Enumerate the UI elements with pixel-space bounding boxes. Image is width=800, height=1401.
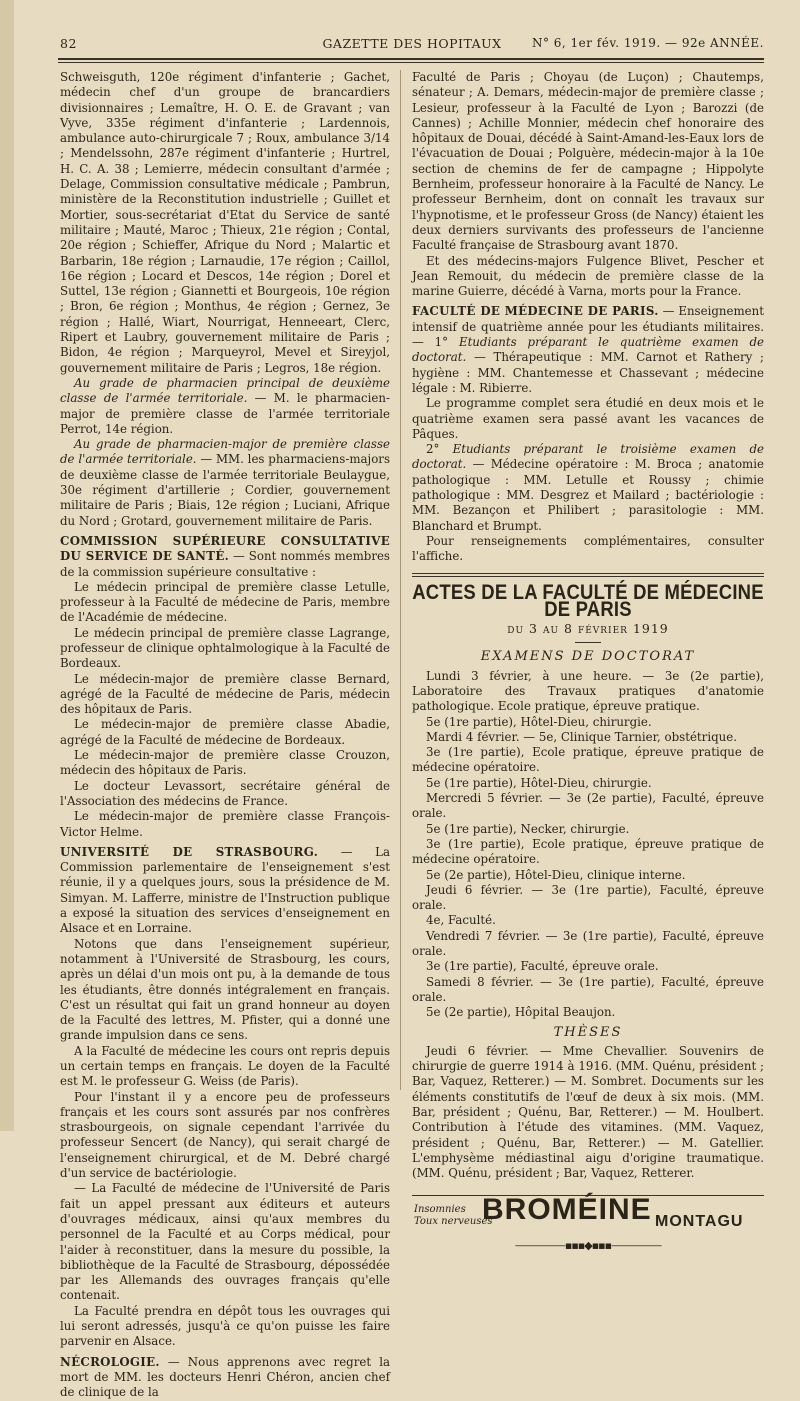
- section-text: — Nous apprenons avec regret la mort de MM. les docteurs Henri Chéron, ancien chef de clinique de la: [60, 1354, 390, 1400]
- grade-text: — MM. les pharmaciens-majors de deuxième classe de l'armée territoriale Beulaygue, 30e régiment d'artillerie ; Cordier, gouvernement militaire de Paris ; Biais, 12e région ; Luciani, Afrique du Nord ; Grotard, gouvernement militaire de Paris.: [60, 452, 390, 528]
- section-text: — Sont nommés membres de la commission supérieure consultative :: [60, 549, 390, 579]
- grade-heading: Au grade de pharmacien principal de deuxième classe de l'armée territoriale.: [60, 375, 390, 406]
- member-item: Le docteur Levassort, secrétaire général de l'Association des médecins de France.: [60, 778, 390, 808]
- page-header: [60, 36, 764, 56]
- commission-section: [60, 534, 390, 580]
- pharmacien-major-para: [60, 437, 390, 529]
- member-item: Le médecin principal de première classe Letulle, professeur à la Faculté de médecine de Paris, membre de l'Académie de médecine.: [60, 579, 390, 625]
- journal-title: GAZETTE DES HOPITAUX: [322, 36, 502, 51]
- issue-date: N° 6, 1er fév. 1919. — 92e ANNÉE.: [531, 36, 764, 50]
- member-item: Le médecin-major de première classe Crouzon, médecin des hôpitaux de Paris.: [60, 748, 390, 778]
- exam-item: Vendredi 7 février. — 3e (1re partie), Faculté, épreuve orale.: [412, 928, 764, 959]
- exam-item: Jeudi 6 février. — 3e (1re partie), Faculté, épreuve orale.: [412, 882, 764, 913]
- column-divider: [400, 70, 401, 1090]
- exam-item: 5e (2e partie), Hôtel-Dieu, clinique interne.: [426, 867, 686, 882]
- course-heading: Etudiants préparant le quatrième examen de doctorat.: [412, 335, 764, 365]
- grade-heading: Au grade de pharmacien-major de première classe de l'armée territoriale.: [60, 437, 390, 467]
- exam-item: Mercredi 5 février. — 3e (2e partie), Faculté, épreuve orale.: [412, 791, 764, 821]
- section-heading: UNIVERSITÉ DE STRASBOURG.: [60, 844, 319, 859]
- advertisement: [412, 1195, 764, 1232]
- section-rule: [412, 573, 764, 577]
- short-rule: [575, 642, 601, 643]
- exam-item: 3e (1re partie), Ecole pratique, épreuve pratique de médecine opératoire.: [412, 745, 764, 775]
- section-text: — La Commission parlementaire de l'enseignement s'est réunie, il y a quelques jours, sous la présidence de M. Simyan. M. Lafferre, ministre de l'Instruction publique a exposé la situation des services d'enseignement en Alsace et en Lorraine.: [60, 844, 390, 936]
- member-item: Le médecin-major de première classe François-Victor Helme.: [60, 809, 390, 839]
- ad-tagline: [414, 1204, 493, 1228]
- necrologie-section: [60, 1355, 390, 1401]
- header-rule: [58, 58, 764, 60]
- grade-text: — M. le pharmacien-major de première classe de l'armée territoriale Perrot, 14e région.: [60, 391, 390, 436]
- page-gutter: [0, 0, 14, 1131]
- left-column: [60, 70, 390, 1401]
- course-text: — Médecine opératoire : M. Broca ; anatomie pathologique : MM. Letulle et Roussy ; chimie pathologique : MM. Desgrez et Mailard ; bactériologie : MM. Bezançon et Philibert ; parasitologie : MM. Blanchard et Brumpt.: [412, 457, 764, 533]
- nominations-list: Schweisguth, 120e régiment d'infanterie ; Gachet, médecin chef d'un groupe de brancardiers divisionnaires ; Lemaître, H. O. E. de Gravant ; van Vyve, 335e régiment d'infanterie ; Lardennois, ambulance auto-chirurgicale 7 ; Roux, ambulance 3/14 ; Mendelssohn, 287e régiment d'infanterie ; Hurtrel, H. C. A. 38 ; Lemierre, médecin consultant d'armée ; Delage, Commission consultative médicale ; Pambrun, ministère de la Reconstitution industrielle ; Guillet et Mortier, sous-secrétariat d'Etat du Service de santé militaire ; Mauté, Maroc ; Thieux, 21e région ; Contal, 20e région ; Schieffer, Afrique du Nord ; Malartic et Barbarin, 18e région ; Larnaudie, 17e région ; Caillol, 16e région ; Locard et Descos, 14e région ; Dorel et Suttel, 13e région ; Giannetti et Bourgeois, 10e région ; Bron, 6e région ; Monthus, 4e région ; Gernez, 3e région ; Hallé, Wiart, Nourrigat, Henneeart, Clerc, Ripert et Laubry, gouvernement militaire de Paris ; Bidon, 4e région ; Marqueyrol, Mevel et Sireyjol, gouvernement militaire de Paris ; Legros, 18e région.: [60, 70, 390, 375]
- ad-line: Toux nerveuses: [414, 1216, 493, 1228]
- exam-item: 4e, Faculté.: [426, 913, 496, 928]
- body-paragraph: — La Faculté de médecine de l'Université de Paris fait un appel pressant aux éditeurs et auteurs d'ouvrages médicaux, ainsi qu'aux membres du personnel de la Faculté et au Corps médical, pour l'aider à reconstituer, dans la mesure du possible, la bibliothèque de la Faculté de Strasbourg, dépossédée par les Allemands des ouvrages français qu'elle contenait.: [60, 1181, 390, 1303]
- header-rule-thin: [58, 62, 764, 63]
- ad-brand: BROMÉINE: [482, 1193, 652, 1227]
- theses-list: Jeudi 6 février. — Mme Chevallier. Souvenirs de chirurgie de guerre 1914 à 1916. (MM. Quénu, président ; Bar, Vaquez, Retterer.) — M. Sombret. Documents sur les éléments constitutifs de l'œuf de deux à six mois. (MM. Bar, président ; Quénu, Bar, Retterer.) — M. Houlbert. Contribution à l'étude des vitamines. (MM. Vaquez, président ; Quénu, Bar, Retterer.) — M. Gatellier. L'emphysème médiastinal aigu d'origine traumatique. (MM. Quénu, président ; Bar, Vaquez, Retterer.: [412, 1043, 764, 1181]
- course-text: — Thérapeutique : MM. Carnot et Rathery ; hygiène : MM. Chantemesse et Chassevant ; médecine légale : M. Ribierre.: [412, 350, 764, 395]
- exam-item: 5e (2e partie), Hôpital Beaujon.: [426, 1005, 616, 1020]
- faculte-section: [412, 304, 764, 396]
- necrologie-continued: Faculté de Paris ; Choyau (de Luçon) ; Chautemps, sénateur ; A. Demars, médecin-major de première classe ; Lesieur, professeur à la Faculté de Lyon ; Barozzi (de Cannes) ; Achille Monnier, médecin chef honoraire des hôpitaux de Douai, décédé à Saint-Amand-les-Eaux lors de l'évacuation de Douai ; Polguère, médecin-major à la 10e section de chemins de fer de campagne ; Hippolyte Bernheim, professeur honoraire à la Faculté de Nancy. Le professeur Bernheim, dont on connaît les travaux sur l'hypnotisme, et le professeur Gross (de Nancy) étaient les deux derniers survivants des professeurs de l'ancienne Faculté française de Strasbourg avant 1870.: [412, 70, 764, 253]
- list-number: 2°: [426, 442, 453, 457]
- exam-item: 5e (1re partie), Hôtel-Dieu, chirurgie.: [426, 714, 652, 729]
- exam-item: Lundi 3 février, à une heure. — 3e (2e partie), Laboratoire des Travaux pratiques d'anatomie pathologique. Ecole pratique, épreuve pratique.: [412, 668, 764, 714]
- acts-title: ACTES DE LA FACULTÉ DE MÉDECINE DE PARIS: [412, 578, 764, 621]
- exam-item: 3e (1re partie), Faculté, épreuve orale.: [426, 959, 659, 974]
- exams-heading: EXAMENS DE DOCTORAT: [480, 649, 696, 665]
- exam-item: 5e (1re partie), Hôtel-Dieu, chirurgie.: [426, 775, 652, 790]
- exam-item: Mardi 4 février. — 5e, Clinique Tarnier, obstétrique.: [426, 729, 737, 744]
- right-column: [412, 70, 764, 1254]
- acts-dates: du 3 au 8 février 1919: [507, 621, 669, 637]
- exam-item: Samedi 8 février. — 3e (1re partie), Faculté, épreuve orale.: [412, 974, 764, 1004]
- theses-heading: THÈSES: [553, 1024, 623, 1040]
- strasbourg-section: [60, 845, 390, 937]
- section-heading: COMMISSION SUPÉRIEURE CONSULTATIVE DU SERVICE DE SANTÉ.: [60, 533, 390, 564]
- body-paragraph: Pour renseignements complémentaires, consulter l'affiche.: [412, 533, 764, 564]
- exam-item: 3e (1re partie), Ecole pratique, épreuve pratique de médecine opératoire.: [412, 836, 764, 867]
- body-paragraph: Le programme complet sera étudié en deux mois et le quatrième examen sera passé avant les vacances de Pâques.: [412, 396, 764, 441]
- section-text: — Enseignement intensif de quatrième année pour les étudiants militaires. — 1°: [412, 304, 764, 350]
- body-paragraph: A la Faculté de médecine les cours ont repris depuis un certain temps en français. Le doyen de la Faculté est M. le professeur G. Weiss (de Paris).: [60, 1043, 390, 1089]
- body-paragraph: La Faculté prendra en dépôt tous les ouvrages qui lui seront adressés, jusqu'à ce qu'on puisse les faire parvenir en Alsace.: [60, 1303, 390, 1349]
- exam-item: 5e (1re partie), Necker, chirurgie.: [426, 821, 630, 836]
- body-paragraph: Pour l'instant il y a encore peu de professeurs français et les cours sont assurés par nos confrères strasbourgeois, on signale cependant l'arrivée du professeur Sencert (de Nancy), qui serait chargé de l'enseignement chirurgical, et de M. Debré chargé d'un service de bactériologie.: [60, 1089, 390, 1181]
- body-paragraph: Notons que dans l'enseignement supérieur, notamment à l'Université de Strasbourg, les cours, après un délai d'un mois ont pu, à la demande de tous les étudiants, être donnés intégralement en français. C'est un résultat qui fait un grand honneur au doyen de la Faculté des lettres, M. Pfister, qui a donné une grande impulsion dans ce sens.: [60, 936, 390, 1043]
- body-paragraph: [412, 442, 764, 534]
- pharmacien-principal-para: [60, 376, 390, 437]
- ornament-rule: —————▪▪▪◆▪▪▪—————: [514, 1239, 662, 1253]
- ad-maker: MONTAGU: [655, 1213, 744, 1231]
- section-heading: FACULTÉ DE MÉDECINE DE PARIS.: [412, 304, 659, 319]
- ad-line: Insomnies: [414, 1204, 466, 1216]
- section-heading: NÉCROLOGIE.: [60, 1354, 160, 1369]
- member-item: Le médecin-major de première classe Bernard, agrégé de la Faculté de médecine de Paris, médecin des hôpitaux de Paris.: [60, 671, 390, 717]
- body-paragraph: Et des médecins-majors Fulgence Blivet, Pescher et Jean Remouit, du médecin de première classe de la marine Guierre, décédé à Varna, morts pour la France.: [412, 253, 764, 299]
- page-number: 82: [60, 36, 77, 51]
- member-item: Le médecin-major de première classe Abadie, agrégé de la Faculté de médecine de Bordeaux.: [60, 717, 390, 747]
- course-heading: Etudiants préparant le troisième examen de doctorat.: [412, 442, 765, 472]
- member-item: Le médecin principal de première classe Lagrange, professeur de clinique ophtalmologique à la Faculté de Bordeaux.: [60, 625, 390, 671]
